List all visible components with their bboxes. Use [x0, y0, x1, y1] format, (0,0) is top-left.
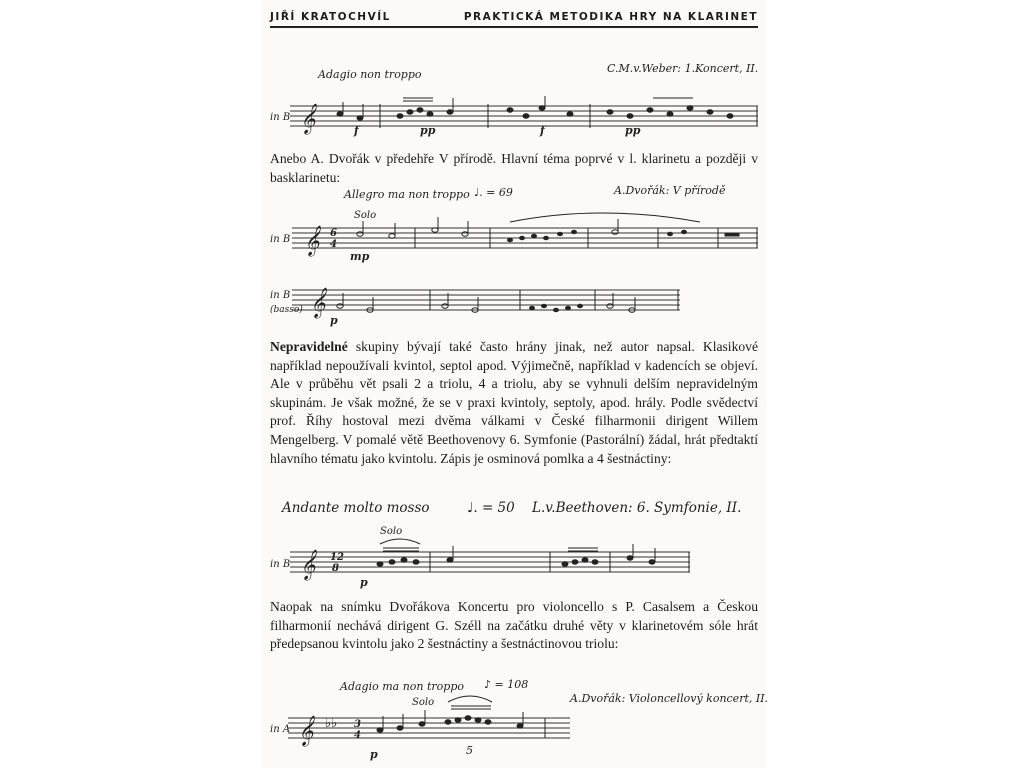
example1-instrument: in B	[270, 112, 291, 123]
time-sig-bottom: 4	[354, 730, 361, 741]
example4-instrument: in A	[270, 724, 291, 735]
example2-metronome: ♩. = 69	[474, 186, 513, 199]
example4-solo: Solo	[412, 697, 435, 708]
time-sig-top: 6	[330, 228, 337, 239]
example2-basso-instrument: in B	[270, 290, 291, 301]
header-author: JIŘÍ KRATOCHVÍL	[270, 11, 391, 23]
example2-tempo: Allegro ma non troppo	[344, 188, 470, 201]
example2-solo: Solo	[354, 210, 377, 221]
time-sig-bottom: 8	[332, 563, 339, 574]
treble-clef: 𝄞	[298, 716, 314, 746]
dyn-mp: mp	[350, 250, 370, 263]
time-sig-top: 3	[354, 719, 361, 730]
example3-solo: Solo	[380, 526, 403, 537]
example4-staff	[270, 710, 758, 766]
document-page	[262, 0, 769, 768]
dyn-4: pp	[625, 124, 641, 137]
example1-staff	[270, 100, 758, 138]
staff-lines	[290, 552, 690, 572]
example4-metronome: ♪ = 108	[484, 678, 529, 691]
example2-source: A.Dvořák: V přírodě	[614, 184, 726, 197]
example3-instrument: in B	[270, 559, 291, 570]
example2-basso-note: (basso)	[270, 305, 303, 315]
example3-source: L.v.Beethoven: 6. Symfonie, II.	[532, 500, 742, 516]
paragraph-3: Naopak na snímku Dvořákova Koncertu pro violoncello s P. Casalsem a Českou filharmonií nechává dirigent G. Széll na začátku druhé věty v klarinetovém sóle hrát předepsanou kvintolu jako 2 šestnáctiny a šestnáctinovou triolu:	[270, 599, 758, 652]
example3-tempo: Andante molto mosso	[282, 500, 430, 516]
paragraph-1: Anebo A. Dvořák v předehře V přírodě. Hlavní téma poprvé v l. klarinetu a později v basklarinetu:	[270, 151, 758, 185]
dyn-p: p	[330, 314, 338, 327]
example2-instrument: in B	[270, 234, 291, 245]
dyn-p: p	[360, 576, 368, 589]
dyn-1: f	[354, 124, 359, 137]
dyn-3: f	[540, 124, 545, 137]
example4-source: A.Dvořák: Violoncellový koncert, II.	[570, 692, 769, 705]
paragraph-2	[270, 338, 758, 468]
dyn-2: pp	[420, 124, 436, 137]
paragraph-2-text: skupiny bývají také často hrány jinak, než autor napsal. Klasikové například nepoužívali kvintol, septol apod. Výjimečně, například v kadencích se objeví. Ale v průběhu vět psali 2 a triolu, 4 a triolu, aby se vyhnuli delším nepravidelným skupinám. Je však možné, že se v praxi kvintoly, septoly, apod. hrály. Podle svědectví prof. Říhy hostoval mezi dvěma válkami v České filharmonii dirigent Willem Mengelberg. V pomalé větě Beethovenovy 6. Symfonie (Pastorální) žádal, hrát předtaktí hlavního tématu jako kvintolu. Zápis je osminová pomlka a 4 šestnáctiny:	[270, 339, 758, 466]
treble-clef: 𝄞	[304, 226, 320, 256]
running-header	[270, 8, 758, 28]
flat-signs: ♭♭	[325, 716, 338, 731]
example1-source: C.M.v.Weber: 1.Koncert, II.	[607, 62, 759, 75]
bold-term: Nepravidelné	[270, 339, 348, 354]
example1-tempo: Adagio non troppo	[318, 68, 422, 81]
treble-clef: 𝄞	[300, 550, 316, 580]
example3-metronome: ♩. = 50	[467, 500, 515, 516]
time-sig-top: 12	[330, 552, 344, 563]
tuplet-number: 5	[466, 744, 473, 757]
example1-notes	[337, 96, 757, 128]
header-title: PRAKTICKÁ METODIKA HRY NA KLARINET	[463, 11, 758, 23]
dyn-p: p	[370, 748, 378, 761]
example4-notes	[377, 696, 545, 738]
treble-clef: 𝄞	[300, 104, 316, 134]
staff-lines	[292, 290, 680, 310]
example2-eighths	[507, 230, 687, 242]
example3-staff	[270, 544, 758, 588]
example4-tempo: Adagio ma non troppo	[340, 680, 465, 693]
example2-basso-notes	[337, 290, 678, 312]
time-sig-bottom: 4	[330, 239, 337, 250]
treble-clef: 𝄞	[310, 288, 326, 318]
example2-staff-2	[270, 284, 758, 326]
example2-staff-1	[270, 222, 758, 262]
